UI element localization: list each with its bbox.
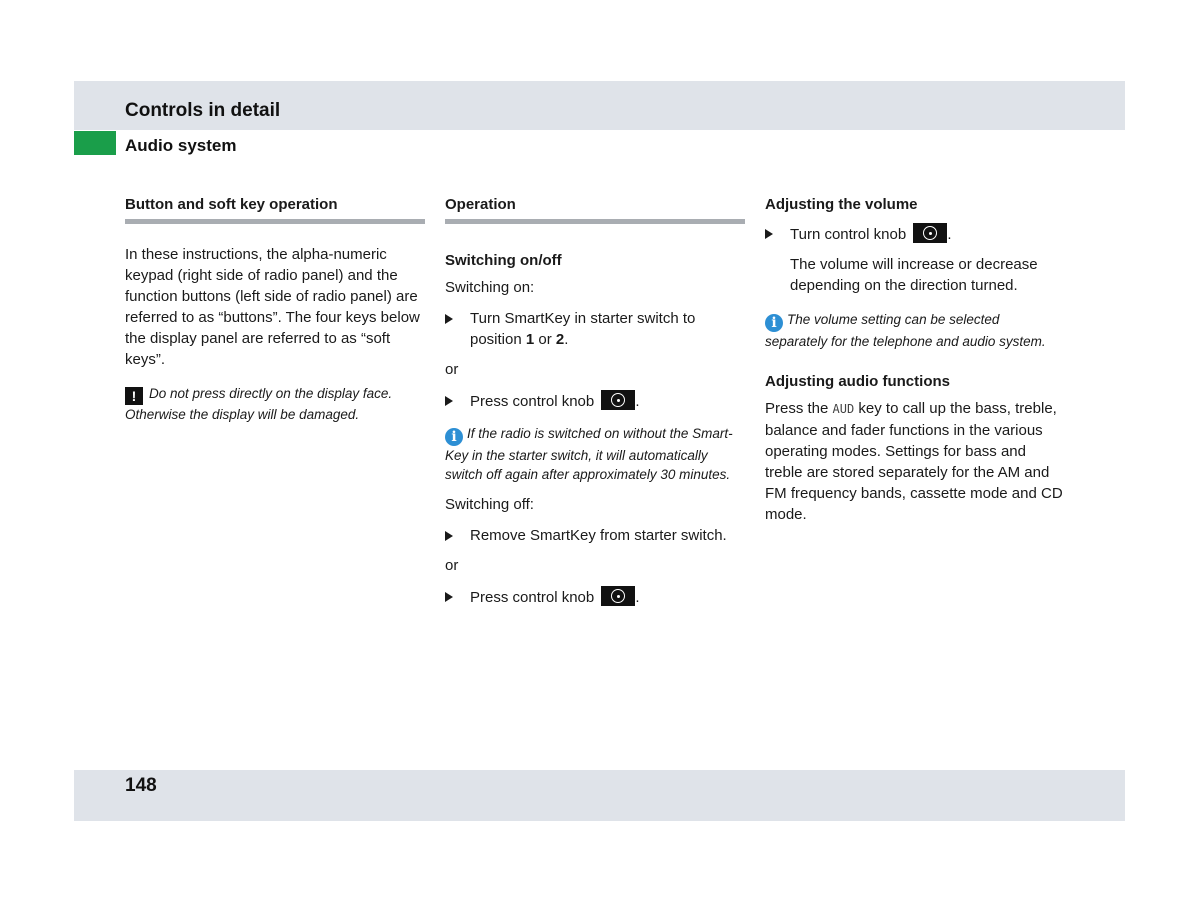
subheading-switching: Switching on/off	[445, 252, 562, 269]
info-note: i If the radio is switched on without the Smart-Key in the starter switch, it will automatically switch off again after approximately 30 minutes.	[445, 426, 733, 482]
control-knob-icon	[601, 390, 635, 410]
info-icon: i	[445, 428, 463, 446]
warning-text: Do not press directly on the display face. Otherwise the display will be damaged.	[125, 386, 393, 422]
list-item: Press control knob .	[445, 586, 745, 608]
volume-result: The volume will increase or decrease depending on the direction turned.	[790, 256, 1038, 294]
info-icon: i	[765, 314, 783, 332]
column-volume	[765, 196, 1065, 535]
chapter-title: Controls in detail	[125, 100, 281, 121]
or-separator: or	[445, 361, 459, 378]
warning-note	[125, 384, 425, 424]
triangle-bullet-icon	[445, 396, 453, 406]
column-heading: Operation	[445, 196, 745, 224]
intro-paragraph: In these instructions, the alpha-numeric keypad (right side of radio panel) and the function buttons (left side of radio panel) are referred to as “buttons”. The four keys below the display panel are referred to as “soft keys”.	[125, 246, 420, 368]
column-heading: Button and soft key operation	[125, 196, 425, 224]
control-knob-icon	[601, 586, 635, 606]
list-item: Turn control knob .	[765, 223, 1065, 245]
heading-audio-functions: Adjusting audio functions	[765, 373, 950, 390]
triangle-bullet-icon	[445, 592, 453, 602]
triangle-bullet-icon	[445, 314, 453, 324]
footer-band	[74, 770, 1125, 821]
list-item: Remove SmartKey from starter switch.	[445, 525, 745, 546]
column-button-operation	[125, 196, 425, 434]
heading-adjusting-volume: Adjusting the volume	[765, 196, 918, 213]
or-separator: or	[445, 557, 459, 574]
section-title: Audio system	[125, 136, 237, 155]
control-knob-icon	[913, 223, 947, 243]
triangle-bullet-icon	[765, 229, 773, 239]
warning-icon: !	[125, 387, 143, 405]
audio-functions-paragraph: Press the AUD key to call up the bass, treble, balance and fader functions in the various operating modes. Settings for bass and treble are stored separately for the AM and FM frequency bands, cassette mode and CD mode.	[765, 400, 1063, 523]
section-marker	[74, 131, 116, 155]
list-item: Press control knob .	[445, 390, 745, 412]
list-item: Turn SmartKey in starter switch to position 1 or 2.	[445, 308, 745, 350]
switching-off-label: Switching off:	[445, 496, 534, 513]
aud-key-label: AUD	[832, 402, 855, 416]
triangle-bullet-icon	[445, 531, 453, 541]
page-number: 148	[125, 775, 157, 796]
column-operation	[445, 196, 745, 617]
info-note: i The volume setting can be selected separately for the telephone and audio system.	[765, 312, 1046, 349]
switching-on-label: Switching on:	[445, 279, 535, 296]
